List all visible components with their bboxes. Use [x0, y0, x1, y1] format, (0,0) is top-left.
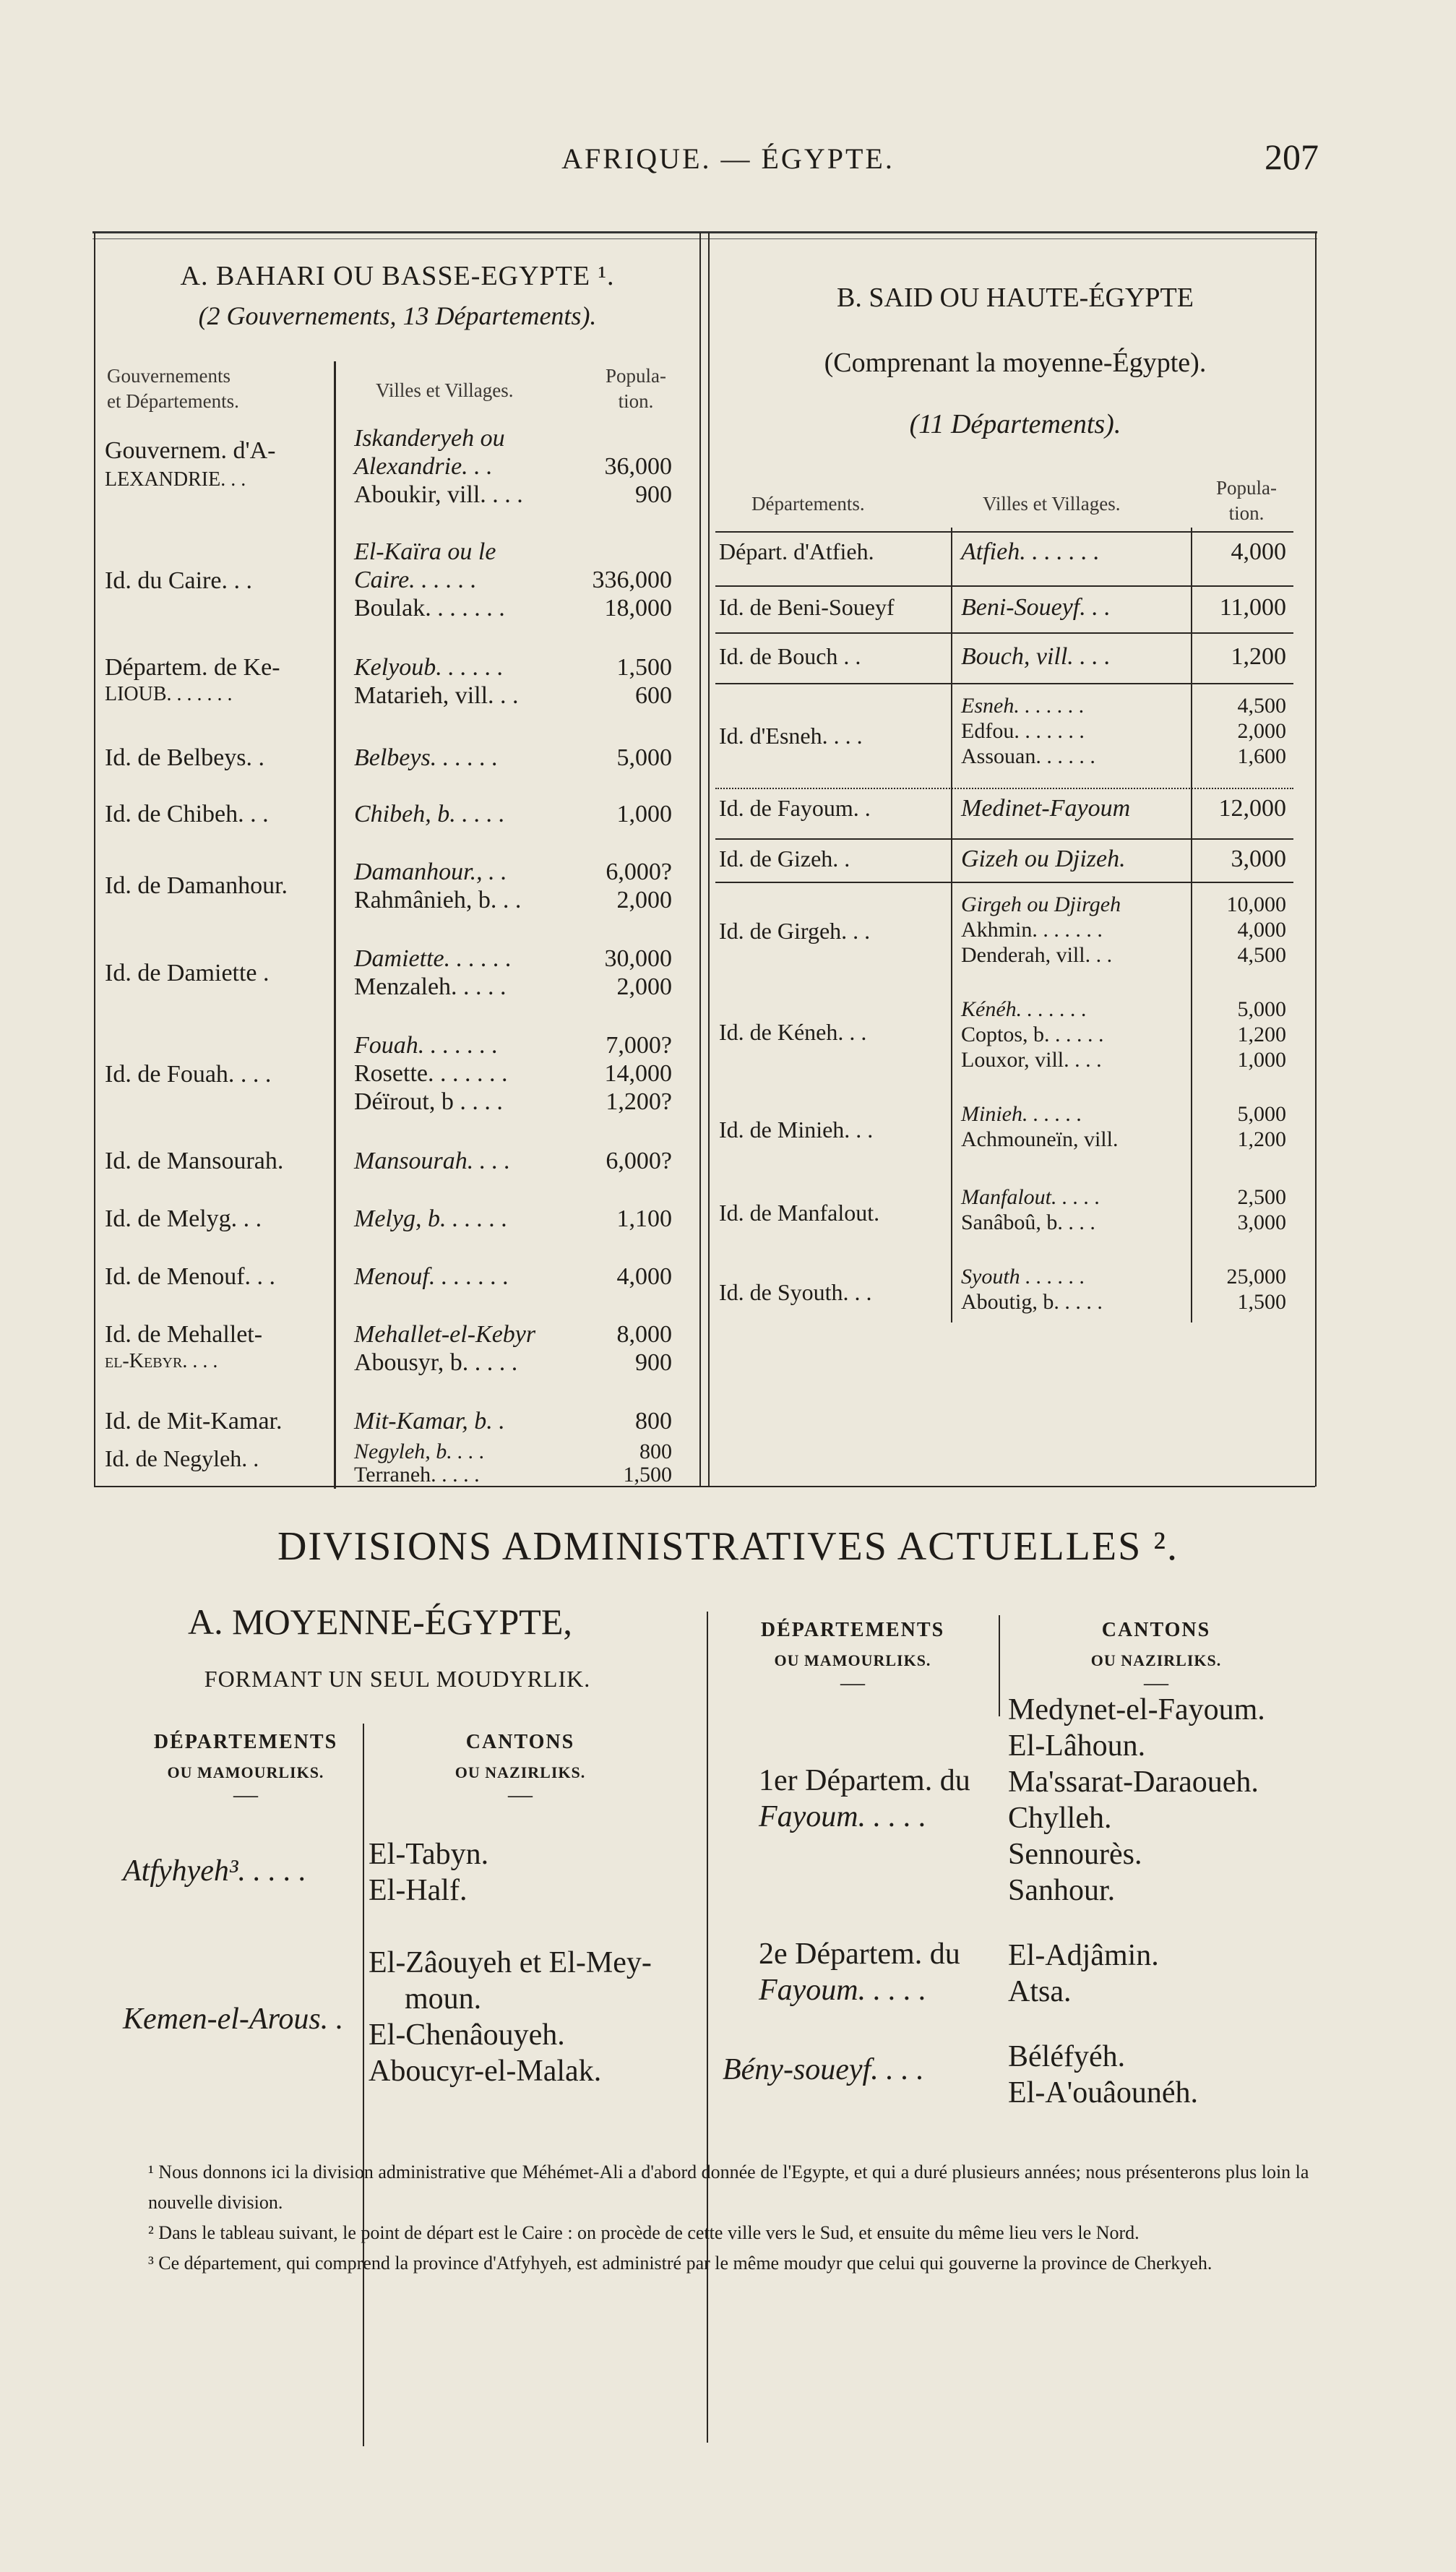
col-header-pop-1: Popula- [606, 365, 666, 387]
col-header-dept-1: Gouvernements [107, 365, 231, 387]
section-b-pop: 5,000 [1237, 997, 1286, 1021]
moyenne-canton: El-Zâouyeh et El-Mey- [369, 1946, 652, 1979]
moyenne-dept: Kemen-el-Arous. . [123, 2003, 344, 2036]
section-b-dept: Départ. d'Atfieh. [719, 538, 874, 564]
moyenne-col-dept-dash: — [233, 1781, 258, 1808]
section-a-town: Mit-Kamar, b. . [354, 1408, 505, 1435]
section-b-divider-1 [951, 528, 952, 1322]
lower-middle-divider [707, 1612, 708, 2443]
section-a-town: Kelyoub. . . . . . [354, 654, 504, 681]
section-b-town: Aboutig, b. . . . . [961, 1290, 1103, 1314]
section-a-pop: 4,000 [616, 1263, 672, 1290]
section-a-pop: 30,000 [604, 945, 672, 972]
section-a-town: Terraneh. . . . . [354, 1463, 480, 1487]
right-col-dept: DÉPARTEMENTS [760, 1619, 945, 1641]
section-a-dept: Id. de Mansourah. [105, 1148, 284, 1174]
section-b-pop: 1,600 [1237, 744, 1286, 768]
frame-left [94, 233, 95, 1487]
right-dept: 1er Départem. du [759, 1764, 970, 1797]
section-a-town: Belbeys. . . . . . [354, 744, 499, 771]
moyenne-canton: El-Half. [369, 1874, 468, 1907]
section-a-pop: 14,000 [604, 1060, 672, 1087]
section-a-dept: Id. de Belbeys. . [105, 744, 264, 771]
section-b-town: Edfou. . . . . . . [961, 719, 1085, 743]
footnotes [148, 2157, 1311, 2279]
section-a-town: Abousyr, b. . . . . [354, 1349, 518, 1376]
col-header-dept-2: et Départements. [107, 390, 239, 412]
section-b-town: Louxor, vill. . . . [961, 1048, 1102, 1072]
section-b-dept: Id. de Syouth. . . [719, 1279, 872, 1305]
section-a-town: Déïrout, b . . . . [354, 1088, 503, 1115]
col-header-pop-2: tion. [618, 390, 654, 412]
section-b-dept: Id. de Bouch . . [719, 643, 861, 669]
section-b-town: Sanâboû, b. . . . [961, 1210, 1095, 1234]
section-a-subtitle: (2 Gouvernements, 13 Départements). [198, 301, 597, 330]
section-a-dept: Id. de Damanhour. [105, 872, 288, 899]
section-b-pop: 12,000 [1218, 795, 1286, 822]
moyenne-col-dept-sub: OU MAMOURLIKS. [167, 1763, 324, 1781]
section-a-dept: Départem. de Ke- [105, 654, 280, 681]
right-col-dept-sub: OU MAMOURLIKS. [774, 1651, 931, 1669]
section-a-town: Melyg, b. . . . . . [354, 1205, 508, 1232]
section-b-town: Gizeh ou Djizeh. [961, 846, 1126, 872]
section-a-pop: 900 [635, 1349, 672, 1376]
moyenne-dept: Atfyhyeh³. . . . . [123, 1854, 307, 1888]
section-a-pop: 2,000 [616, 887, 672, 913]
section-b-pop: 1,200 [1237, 1127, 1286, 1151]
moyenne-col-cantons-sub: OU NAZIRLIKS. [455, 1763, 586, 1781]
section-b-town: Girgeh ou Djirgeh [961, 893, 1121, 916]
running-head [0, 137, 1456, 192]
section-a-pop: 7,000? [606, 1032, 672, 1059]
section-b-pop: 4,500 [1237, 694, 1286, 718]
section-b-pop: 3,000 [1231, 846, 1286, 872]
section-b-pop: 25,000 [1226, 1265, 1286, 1289]
section-a-town: Rosette. . . . . . . [354, 1060, 508, 1087]
section-b-town: Syouth . . . . . . [961, 1265, 1085, 1289]
right-header-divider [999, 1615, 1000, 1716]
section-b-dept: Id. de Minieh. . . [719, 1117, 874, 1143]
section-a-dept: Id. de Menouf. . . [105, 1263, 276, 1290]
section-a-pop: 5,000 [616, 744, 672, 771]
section-b-pop: 2,000 [1237, 719, 1286, 743]
section-a-dept: Id. de Fouah. . . . [105, 1061, 272, 1088]
footnote-3: ³ Ce département, qui comprend la province d'Atfyhyeh, est administré par le même moudyr que celui qui gouverne la province de Cherkyeh. [148, 2253, 1212, 2274]
right-canton: Medynet-el-Fayoum. [1008, 1693, 1265, 1726]
section-a-pop: 800 [635, 1408, 672, 1435]
section-b-row-rule [715, 838, 1293, 840]
section-b-pop: 1,000 [1237, 1048, 1286, 1072]
section-b-dept: Id. de Girgeh. . . [719, 918, 871, 944]
moyenne-canton: Aboucyr-el-Malak. [369, 2055, 602, 2088]
section-b-dept: Id. de Beni-Soueyf [719, 594, 895, 620]
section-b-pop: 1,500 [1237, 1290, 1286, 1314]
section-a-town: Caire. . . . . . [354, 567, 477, 593]
section-b-town: Achmouneïn, vill. [961, 1127, 1119, 1151]
section-a-pop: 18,000 [604, 595, 672, 622]
section-b-row-rule [715, 788, 1293, 789]
section-a-town: Aboukir, vill. . . . [354, 481, 523, 508]
section-b-pop: 3,000 [1237, 1210, 1286, 1234]
section-a-town: Chibeh, b. . . . . [354, 801, 505, 827]
section-b-dept: Id. d'Esneh. . . . [719, 723, 863, 749]
section-b-pop: 10,000 [1226, 893, 1286, 916]
moyenne-canton: moun. [405, 1982, 482, 2016]
right-canton: Béléfyéh. [1008, 2040, 1126, 2073]
section-a-town: Fouah. . . . . . . [354, 1032, 499, 1059]
section-a-pop: 6,000? [606, 859, 672, 885]
section-b-town: Assouan. . . . . . [961, 744, 1095, 768]
section-b-pop: 4,000 [1231, 538, 1286, 565]
right-dept: Bény-soueyf. . . . [723, 2053, 924, 2086]
section-a-dept: Gouvernem. d'A- [105, 437, 276, 464]
moyenne-canton: El-Tabyn. [369, 1838, 489, 1871]
section-a-town: Matarieh, vill. . . [354, 682, 519, 709]
section-b-dept: Id. de Kéneh. . . [719, 1019, 867, 1045]
section-b-title: B. SAID OU HAUTE-ÉGYPTE [837, 283, 1194, 313]
section-b-town: Bouch, vill. . . . [961, 643, 1111, 670]
col-header-pop-1: Popula- [1216, 477, 1277, 499]
moyenne-col-cantons-dash: — [508, 1781, 533, 1808]
section-b-subtitle: (Comprenant la moyenne-Égypte). [824, 348, 1207, 378]
section-b-pop: 5,000 [1237, 1102, 1286, 1126]
section-a-dept-cont: LIOUB. . . . . . . [105, 683, 233, 705]
col-header-towns: Villes et Villages. [983, 493, 1121, 515]
section-a-dept: Id. de Melyg. . . [105, 1205, 262, 1232]
section-a-pop: 1,500 [623, 1463, 672, 1487]
section-b-pop: 4,500 [1237, 943, 1286, 967]
section-b-pop: 1,200 [1231, 643, 1286, 670]
section-b-town: Kénéh. . . . . . . [961, 997, 1087, 1021]
right-canton: El-A'ouâounéh. [1008, 2076, 1198, 2109]
col-header-pop-2: tion. [1228, 502, 1265, 524]
right-col-dept-dash: — [840, 1669, 865, 1696]
moyenne-col-cantons: CANTONS [465, 1731, 575, 1753]
section-a-pop: 6,000? [606, 1148, 672, 1174]
section-b-subtitle2: (11 Départements). [909, 409, 1121, 439]
right-dept-cont: Fayoum. . . . . [759, 1974, 927, 2007]
right-col-cantons: CANTONS [1101, 1619, 1211, 1641]
right-canton: El-Lâhoun. [1008, 1729, 1146, 1763]
section-a-town: Menouf. . . . . . . [354, 1263, 509, 1290]
section-b-pop: 4,000 [1237, 918, 1286, 942]
section-b-header-rule [715, 531, 1293, 533]
section-a-pop: 600 [635, 682, 672, 709]
top-rule [92, 231, 1317, 233]
top-rule-thin [92, 238, 1317, 239]
frame-right [1315, 233, 1317, 1487]
moyenne-subtitle: FORMANT UN SEUL MOUDYRLIK. [204, 1666, 591, 1692]
section-a-dept-cont: LEXANDRIE. . . [105, 468, 246, 491]
right-col-cantons-dash: — [1144, 1669, 1168, 1696]
right-canton: Sennourès. [1008, 1838, 1142, 1871]
section-b-town: Manfalout. . . . . [961, 1185, 1100, 1209]
table-bottom-rule [94, 1486, 1315, 1487]
section-b-row-rule [715, 683, 1293, 684]
section-a-pop: 1,000 [616, 801, 672, 827]
section-b-row-rule [715, 585, 1293, 587]
divisions-title: DIVISIONS ADMINISTRATIVES ACTUELLES ². [277, 1524, 1179, 1569]
section-a-town: Boulak. . . . . . . [354, 595, 505, 622]
section-a-pop: 336,000 [592, 567, 672, 593]
moyenne-col-dept: DÉPARTEMENTS [153, 1731, 338, 1753]
frame-middle-b [708, 233, 710, 1487]
running-title: AFRIQUE. — ÉGYPTE. [561, 142, 895, 175]
section-b-row-rule [715, 882, 1293, 883]
section-a-dept-cont: el-Kebyr. . . . [105, 1350, 218, 1372]
section-a-town: Mehallet-el-Kebyr [354, 1321, 536, 1348]
section-a-dept: Id. de Mehallet- [105, 1321, 263, 1348]
section-a-town: Alexandrie. . . [354, 453, 493, 480]
section-a-pop: 8,000 [616, 1321, 672, 1348]
section-b-row-rule [715, 632, 1293, 634]
section-a-town: Menzaleh. . . . . [354, 973, 507, 1000]
section-a-town: El-Kaïra ou le [354, 538, 496, 565]
footnote-2: ² Dans le tableau suivant, le point de départ est le Caire : on procède de cette ville vers le Sud, et ensuite du même lieu vers le Nord. [148, 2222, 1140, 2243]
section-a-dept: Id. de Chibeh. . . [105, 801, 269, 827]
col-header-dept: Départements. [751, 493, 865, 515]
section-a-pop: 800 [639, 1440, 672, 1463]
right-canton: Atsa. [1008, 1975, 1072, 2008]
frame-middle-a [699, 233, 701, 1487]
section-b-town: Akhmin. . . . . . . [961, 918, 1103, 942]
col-header-towns: Villes et Villages. [376, 379, 514, 401]
section-a-dept: Id. de Mit-Kamar. [105, 1408, 283, 1435]
section-a-pop: 36,000 [604, 453, 672, 480]
right-canton: Sanhour. [1008, 1874, 1116, 1907]
moyenne-canton: El-Chenâouyeh. [369, 2018, 565, 2052]
section-a-town: Rahmânieh, b. . . [354, 887, 522, 913]
section-a-title: A. BAHARI OU BASSE-EGYPTE ¹. [180, 261, 615, 291]
section-a-divider [334, 361, 336, 1489]
section-a-pop: 1,200? [606, 1088, 672, 1115]
section-b-pop: 2,500 [1237, 1185, 1286, 1209]
section-b-pop: 1,200 [1237, 1023, 1286, 1046]
section-a-town: Damanhour., . . [354, 859, 507, 885]
section-b-dept: Id. de Manfalout. [719, 1200, 880, 1226]
section-b-pop: 11,000 [1219, 594, 1286, 621]
right-col-cantons-sub: OU NAZIRLIKS. [1090, 1651, 1222, 1669]
section-a-town: Mansourah. . . . [354, 1148, 511, 1174]
section-a-pop: 2,000 [616, 973, 672, 1000]
section-b-dept: Id. de Gizeh. . [719, 846, 850, 872]
right-dept-cont: Fayoum. . . . . [759, 1800, 927, 1833]
section-b-dept: Id. de Fayoum. . [719, 795, 871, 821]
section-a-town: Iskanderyeh ou [354, 425, 505, 452]
section-a-pop: 900 [635, 481, 672, 508]
section-a-pop: 1,100 [616, 1205, 672, 1232]
section-b-town: Medinet-Fayoum [961, 795, 1131, 822]
section-b-town: Beni-Soueyf. . . [961, 594, 1111, 621]
section-a-town: Damiette. . . . . . [354, 945, 512, 972]
section-a-dept: Id. du Caire. . . [105, 567, 252, 594]
page-number: 207 [1265, 137, 1319, 177]
section-a-dept: Id. de Negyleh. . [105, 1445, 259, 1471]
right-canton: Chylleh. [1008, 1802, 1112, 1835]
section-b-town: Atfieh. . . . . . . [961, 538, 1100, 565]
section-a-dept: Id. de Damiette . [105, 960, 270, 986]
section-b-town: Minieh. . . . . . [961, 1102, 1082, 1126]
section-b-town: Coptos, b. . . . . . [961, 1023, 1104, 1046]
footnote-1: ¹ Nous donnons ici la division administrative que Méhémet-Ali a d'abord donnée de l'Egypte, et qui a duré plusieurs années; nous présenterons plus loin la nouvelle division. [148, 2162, 1309, 2213]
moyenne-title: A. MOYENNE-ÉGYPTE, [188, 1601, 572, 1642]
section-b-town: Esneh. . . . . . . [961, 694, 1085, 718]
section-a-town: Negyleh, b. . . . [354, 1440, 485, 1463]
right-canton: El-Adjâmin. [1008, 1939, 1159, 1972]
section-b-town: Denderah, vill. . . [961, 943, 1113, 967]
right-dept: 2e Départem. du [759, 1937, 960, 1971]
right-canton: Ma'ssarat-Daraoueh. [1008, 1765, 1259, 1799]
moyenne-divider [363, 1724, 364, 2446]
section-a-pop: 1,500 [616, 654, 672, 681]
